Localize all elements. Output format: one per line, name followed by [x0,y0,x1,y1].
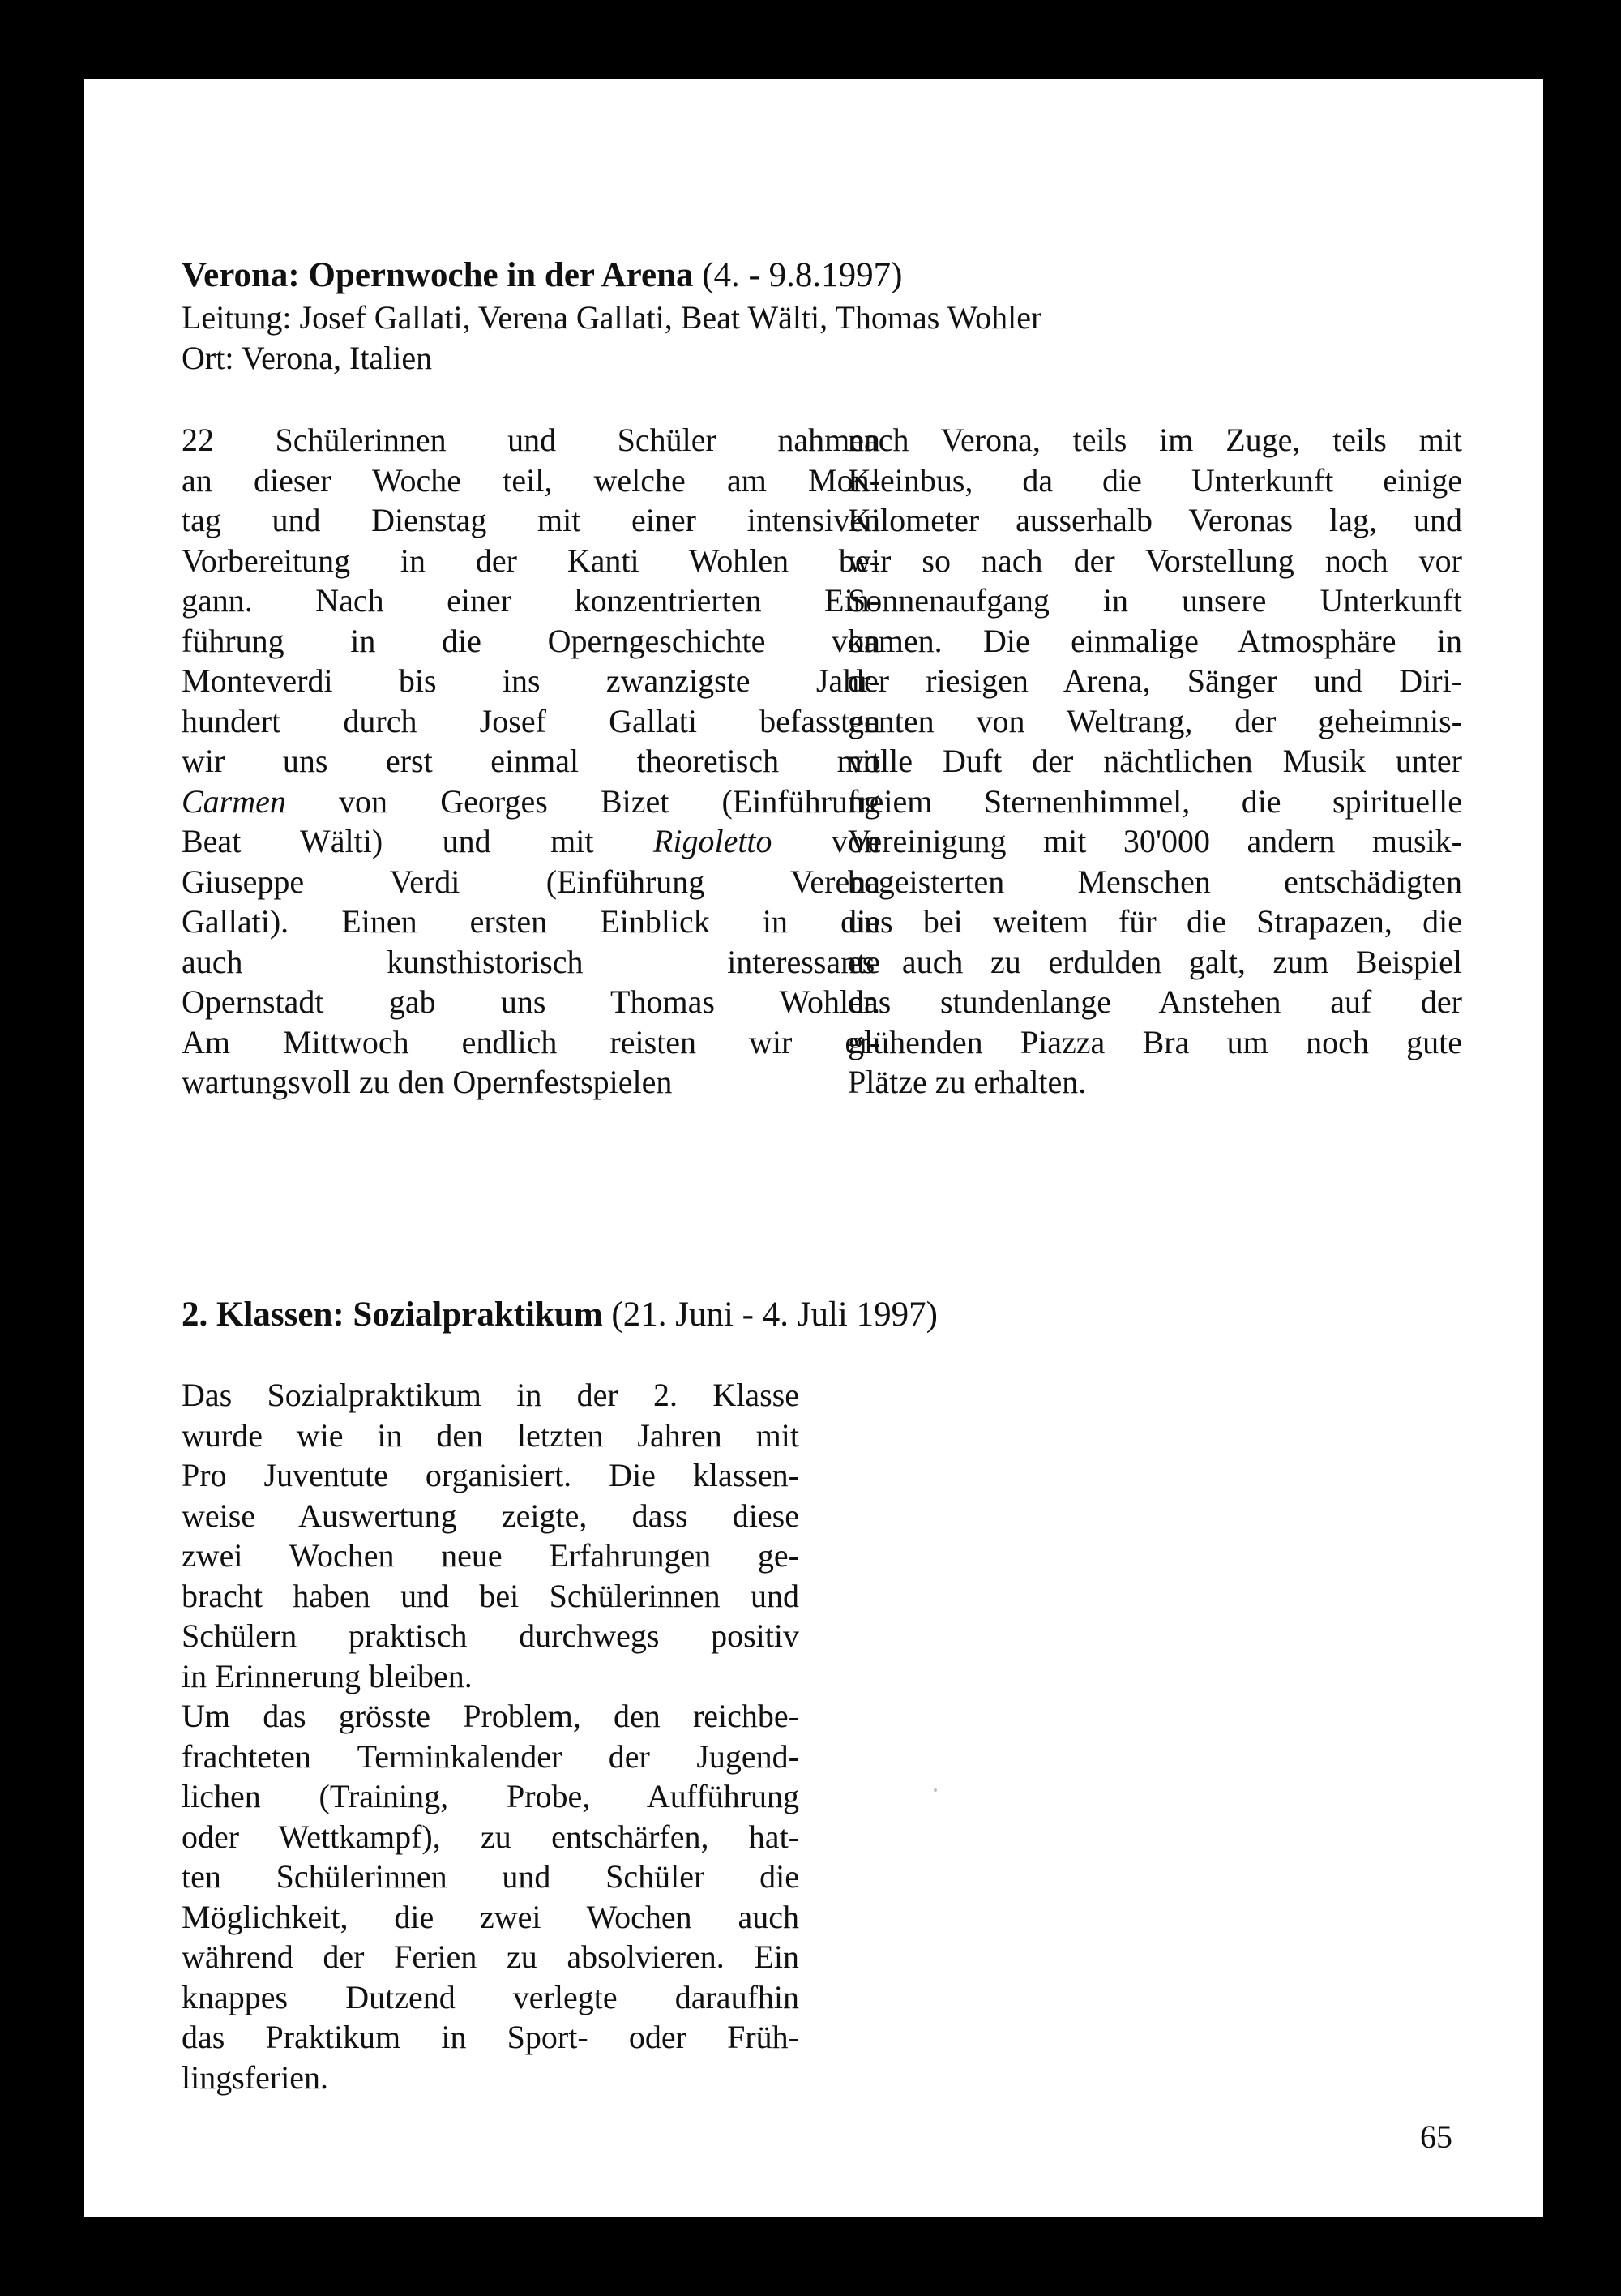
text-line: volle Duft der nächtlichen Musik unter [848,743,1462,779]
text-line: Giuseppe Verdi (Einführung Verena [182,863,880,900]
text-line: wir uns erst einmal theoretisch mit [182,743,880,779]
document-page [84,79,1543,2217]
text-line: Kleinbus, da die Unterkunft einige [848,461,1462,499]
text-line: Sonnenaufgang in unsere Unterkunft [848,582,1462,619]
text-line: wartungsvoll zu den Opernfestspielen [182,1064,673,1100]
text-line: Pro Juventute organisiert. Die klassen- [182,1457,799,1493]
leitung-line: Leitung: Josef Gallati, Verena Gallati, Beat Wälti, Thomas Wohler [182,299,1042,336]
text-line: Beat Wälti) und mit Rigoletto von [182,823,880,859]
text-line: nach Verona, teils im Zuge, teils mit [848,422,1462,458]
text-line: führung in die Operngeschichte von [182,622,880,659]
text-line: begeisterten Menschen entschädigten [848,863,1462,900]
sozialpraktikum-column [182,1375,799,2097]
italic-title: Rigoletto [652,823,772,859]
text-line: Vereinigung mit 30'000 andern musik- [848,823,1462,859]
text-line: auch kunsthistorisch interessante [182,943,880,980]
scan-speck [934,1788,937,1792]
text-line: Vorbereitung in der Kanti Wohlen be- [182,542,880,579]
section-heading-sozialpraktikum [182,1296,938,1334]
text-line: Das Sozialpraktikum in der 2. Klasse [182,1377,799,1413]
text-line: während der Ferien zu absolvieren. Ein [182,1938,799,1975]
text-line: genten von Weltrang, der geheimnis- [848,702,1462,739]
section-title: Verona: Opernwoche in der Arena [182,256,694,294]
text-line: oder Wettkampf), zu entschärfen, hat- [182,1818,799,1855]
text-line: Um das grösste Problem, den reichbe- [182,1698,799,1734]
text-line: Plätze zu erhalten. [848,1064,1087,1100]
verona-right-column [848,420,1462,1103]
text-line: kamen. Die einmalige Atmosphäre in [848,622,1462,659]
text-line: glühenden Piazza Bra um noch gute [848,1023,1462,1060]
text-line: Am Mittwoch endlich reisten wir er- [182,1023,880,1060]
text-line: es auch zu erdulden galt, zum Beispiel [848,943,1462,980]
text-line: zwei Wochen neue Erfahrungen ge- [182,1537,799,1574]
text-line: Opernstadt gab uns Thomas Wohler. [182,983,880,1020]
text-line: knappes Dutzend verlegte daraufhin [182,1978,799,2015]
text-line: 22 Schülerinnen und Schüler nahmen [182,422,880,458]
text-line: Monteverdi bis ins zwanzigste Jahr- [182,662,880,699]
text-line: wir so nach der Vorstellung noch vor [848,542,1462,579]
section-heading-verona [182,256,902,295]
verona-left-column [182,420,880,1103]
text-line: Gallati). Einen ersten Einblick in die [182,903,880,940]
text-line: das stundenlange Anstehen auf der [848,983,1462,1020]
text-line: weise Auswertung zeigte, dass diese [182,1497,799,1534]
text-line: lichen (Training, Probe, Aufführung [182,1778,799,1814]
text-line: in Erinnerung bleiben. [182,1657,473,1694]
text-line: lingsferien. [182,2058,329,2096]
text-line: Schülern praktisch durchwegs positiv [182,1617,799,1654]
page-number: 65 [1420,2118,1452,2155]
text-line: uns bei weitem für die Strapazen, die [848,903,1462,940]
text-line: freiem Sternenhimmel, die spirituelle [848,782,1462,820]
text-line: gann. Nach einer konzentrierten Ein- [182,582,880,619]
text-line: frachteten Terminkalender der Jugend- [182,1737,799,1775]
text-line: bracht haben und bei Schülerinnen und [182,1577,799,1614]
text-line: Carmen von Georges Bizet (Einführung [182,782,880,820]
section-date: (4. - 9.8.1997) [702,256,903,294]
text-line: an dieser Woche teil, welche am Mon- [182,461,880,499]
text-line: wurde wie in den letzten Jahren mit [182,1416,799,1454]
ort-line: Ort: Verona, Italien [182,340,433,376]
italic-title: Carmen [182,782,286,820]
text-line: das Praktikum in Sport- oder Früh- [182,2019,799,2055]
text-line: Kilometer ausserhalb Veronas lag, und [848,502,1462,538]
section-title: 2. Klassen: Sozialpraktikum [182,1296,603,1334]
text-line: ten Schülerinnen und Schüler die [182,1858,799,1895]
text-line: der riesigen Arena, Sänger und Diri- [848,662,1462,699]
text-line: hundert durch Josef Gallati befassten [182,702,880,739]
text-line: Möglichkeit, die zwei Wochen auch [182,1898,799,1935]
section-date: (21. Juni - 4. Juli 1997) [611,1296,938,1334]
text-line: tag und Dienstag mit einer intensiven [182,502,880,538]
